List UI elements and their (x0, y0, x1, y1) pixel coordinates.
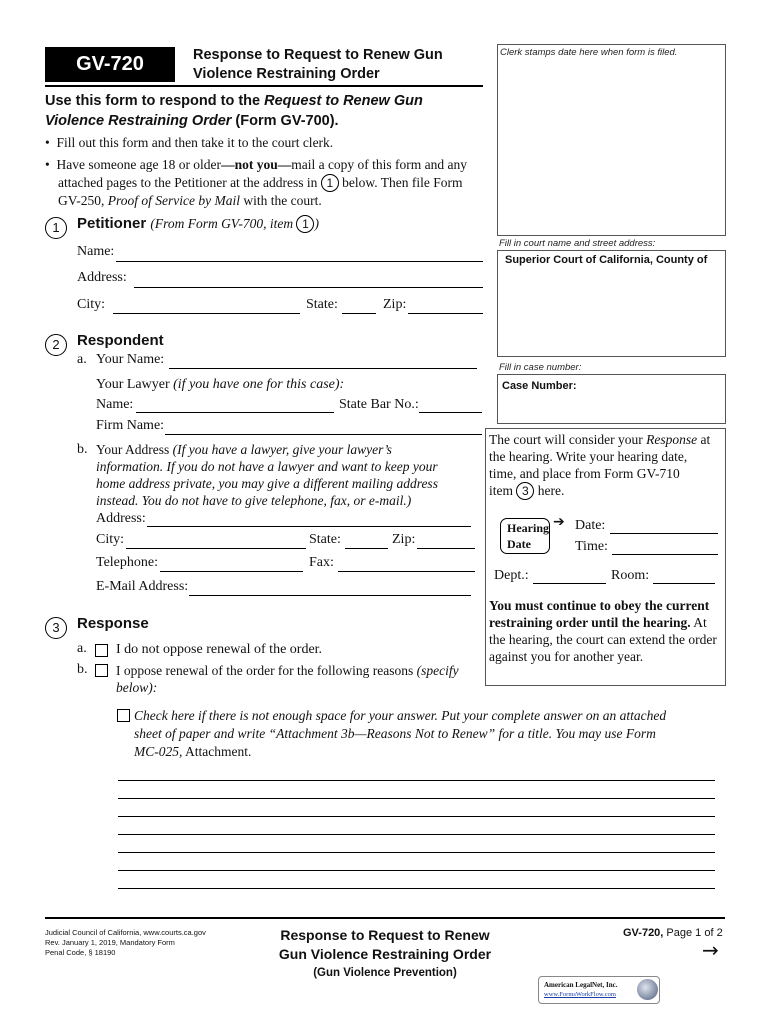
publisher-link[interactable]: www.FormsWorkFlow.com (544, 991, 616, 998)
petitioner-state-label: State: (306, 297, 338, 312)
intro-form-title: Request to Renew Gun (264, 93, 423, 109)
item-1-circle: 1 (321, 174, 339, 192)
section-2-number: 2 (45, 334, 67, 356)
firm-name-field[interactable] (165, 434, 482, 435)
petitioner-address-field[interactable] (134, 287, 483, 288)
header-title-line2: Violence Restraining Order (193, 66, 380, 82)
section-2-title: Respondent (77, 332, 164, 349)
lawyer-heading: Your Lawyer (if you have one for this case): (96, 377, 345, 392)
hearing-word: Hearing (507, 521, 549, 535)
section-1-number: 1 (45, 217, 67, 239)
lawyer-name-field[interactable] (136, 412, 334, 413)
section-1-title: Petitioner (From Form GV-700, item 1 ) (77, 215, 319, 232)
reason-line-3[interactable] (118, 816, 715, 817)
footer-left (45, 928, 206, 958)
respondent-a-label: a. (77, 352, 87, 367)
reason-line-1[interactable] (118, 780, 715, 781)
more-space-instructions: Check here if there is not enough space for your answer. Put your complete answer on an attached sheet of paper and write “Attachment 3b—Reasons Not to Renew” for a title. You may use Form MC-025, Attachment. (134, 708, 667, 759)
no-oppose-checkbox[interactable] (95, 644, 108, 657)
petitioner-address-label: Address: (77, 270, 127, 285)
next-page-arrow-icon[interactable]: → (702, 938, 719, 962)
petitioner-name-label: Name: (77, 244, 115, 259)
hearing-date-stamp (500, 518, 550, 554)
hearing-time-field[interactable] (612, 554, 718, 555)
respondent-name-field[interactable] (169, 368, 477, 369)
hearing-instructions: The court will consider your Response at the hearing. Write your hearing date, time, and place from Form GV-710 item 3 here. (489, 432, 711, 498)
response-b-label: b. (77, 662, 88, 677)
fax-field[interactable] (338, 571, 475, 572)
intro-heading (45, 91, 423, 131)
more-space-checkbox[interactable] (117, 709, 130, 722)
address-instructions: Your Address (If you have a lawyer, give your lawyer’s information. If you do not have a lawyer and want to keep your home address private, you may give a different mailing address instead. You do not have to give telephone, fax, or e-mail.) (96, 442, 438, 508)
form-code-badge: GV-720 (45, 47, 175, 82)
hearing-time-label: Time: (575, 539, 608, 554)
footer-title: Response to Request to Renew Gun Violence Restraining Order (Gun Violence Prevention) (278, 927, 492, 979)
respondent-zip-field[interactable] (417, 548, 475, 549)
footer-revision: Rev. January 1, 2019, Mandatory Form (45, 938, 175, 947)
reason-line-2[interactable] (118, 798, 715, 799)
clerk-stamp-box[interactable] (497, 44, 726, 236)
case-number-label: Case Number: (502, 380, 577, 392)
reason-line-4[interactable] (118, 834, 715, 835)
reason-line-7[interactable] (118, 888, 715, 889)
reason-line-5[interactable] (118, 852, 715, 853)
telephone-label: Telephone: (96, 555, 158, 570)
petitioner-state-field[interactable] (342, 313, 376, 314)
petitioner-name-field[interactable] (116, 261, 483, 262)
oppose-checkbox[interactable] (95, 664, 108, 677)
header-title-line1: Response to Request to Renew Gun (193, 47, 443, 63)
respondent-state-field[interactable] (345, 548, 388, 549)
section-3-title: Response (77, 615, 149, 632)
intro-bullets: • Fill out this form and then take it to the court clerk. • Have someone age 18 or older—not you—mail a copy of this form and any attached pages to the Petitioner at the address in 1 below. Then file Form GV-250, Proof of Service by Mail with the court. (45, 134, 485, 210)
court-name-note: Fill in court name and street address: (499, 238, 656, 249)
oppose-text: I oppose renewal of the order for the following reasons (specify below): (116, 663, 459, 695)
petitioner-city-label: City: (77, 297, 106, 312)
intro-form-number: (Form GV-700). (231, 113, 339, 129)
respondent-address-label: Address: (96, 511, 146, 526)
dept-field[interactable] (533, 583, 606, 584)
response-a-label: a. (77, 641, 87, 656)
publisher-name: American LegalNet, Inc. (544, 981, 618, 989)
room-field[interactable] (653, 583, 715, 584)
publisher-logo (538, 976, 660, 1004)
section-1-subtitle: (From Form GV-700, item (150, 216, 294, 231)
header-rule (45, 85, 483, 87)
respondent-name-label: Your Name: (96, 352, 165, 367)
respondent-state-label: State: (309, 532, 341, 547)
footer-council: Judicial Council of California, www.courts.ca.gov (45, 928, 206, 937)
obey-notice: You must continue to obey the current restraining order until the hearing. At the hearing, the court can extend the order against you for another year. (489, 598, 717, 664)
section-3-number: 3 (45, 617, 67, 639)
petitioner-zip-field[interactable] (408, 313, 483, 314)
state-bar-label: State Bar No.: (339, 397, 419, 412)
court-name-value: Superior Court of California, County of (505, 254, 708, 266)
hearing-date-label: Date: (575, 518, 606, 533)
respondent-zip-label: Zip: (392, 532, 416, 547)
email-label: E-Mail Address: (96, 579, 189, 594)
globe-icon (637, 979, 658, 1000)
respondent-city-field[interactable] (126, 548, 306, 549)
item-1-circle-ref: 1 (296, 215, 314, 233)
dept-label: Dept.: (494, 568, 529, 583)
hearing-arrow-icon: ➔ (553, 514, 565, 530)
item-3-circle: 3 (516, 482, 534, 500)
clerk-stamp-note: Clerk stamps date here when form is filed. (500, 47, 678, 58)
fax-label: Fax: (309, 555, 334, 570)
lawyer-name-label: Name: (96, 397, 134, 412)
bullet-2: • Have someone age 18 or older—not you—mail a copy of this form and any (45, 157, 468, 172)
email-field[interactable] (189, 595, 471, 596)
respondent-b-label: b. (77, 442, 88, 457)
hearing-date-field[interactable] (610, 533, 718, 534)
firm-name-label: Firm Name: (96, 418, 165, 433)
respondent-address-field[interactable] (147, 526, 471, 527)
header-title (193, 46, 443, 84)
footer-code: Penal Code, § 18190 (45, 948, 116, 957)
case-number-note: Fill in case number: (499, 362, 582, 373)
no-oppose-text: I do not oppose renewal of the order. (116, 642, 323, 657)
state-bar-field[interactable] (419, 412, 482, 413)
petitioner-zip-label: Zip: (383, 297, 407, 312)
footer-page: GV-720, Page 1 of 2 (623, 927, 723, 939)
petitioner-city-field[interactable] (113, 313, 300, 314)
footer-rule (45, 917, 725, 919)
court-name-box[interactable] (497, 250, 726, 357)
date-word: Date (507, 537, 531, 551)
telephone-field[interactable] (160, 571, 303, 572)
intro-text: Use this form to respond to the (45, 93, 265, 109)
intro-form-title-2: Violence Restraining Order (45, 113, 232, 129)
reason-line-6[interactable] (118, 870, 715, 871)
room-label: Room: (611, 568, 650, 583)
respondent-city-label: City: (96, 532, 125, 547)
bullet-1: • Fill out this form and then take it to the court clerk. (45, 135, 334, 150)
